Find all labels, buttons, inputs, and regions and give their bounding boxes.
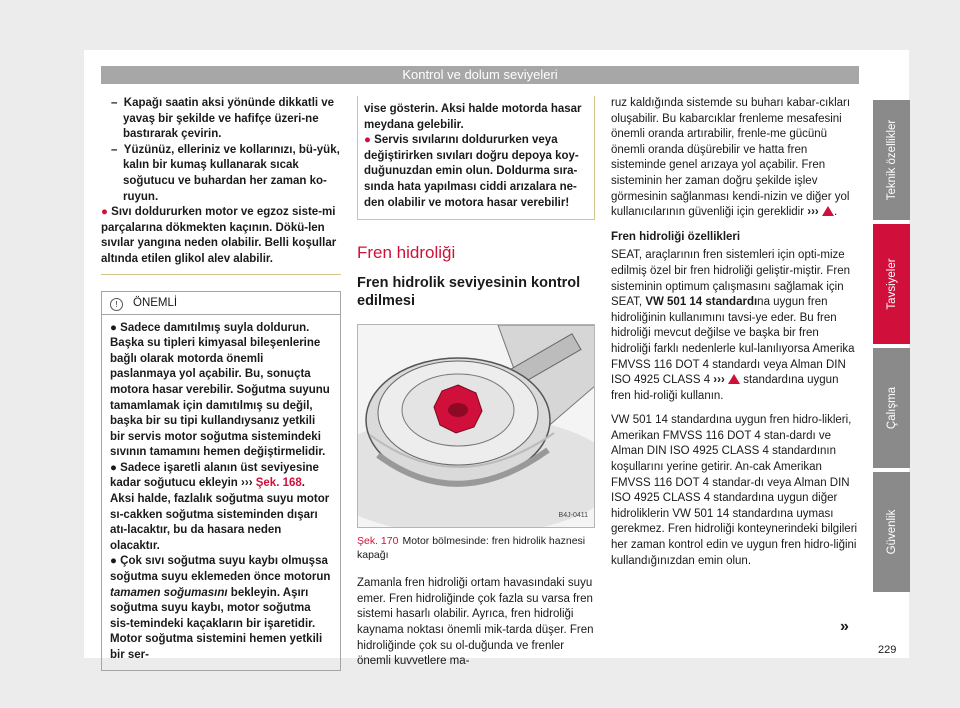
ref-arrow: ››› <box>807 206 819 219</box>
dash-text: Kapağı saatin aksi yönünde dikkatli ve yavaş bir şekilde ve hafifçe üzeri-ne bastırarak çevirin. <box>123 97 335 141</box>
brake-cap-illustration <box>358 325 595 527</box>
note-body <box>102 315 340 670</box>
body-paragraph: VW 501 14 standardına uygun fren hidro-likleri, Amerikan FMVSS 116 DOT 4 stan-dardı ve Alman DIN ISO 4925 CLASS 4 standardının koşullarını yerine getirir. An-cak Amerikan FMVSS 116 DOT 4 standar-dı veya Alman DIN ISO 4925 CLASS 4 standardına uygun diğer hidroliklerin VW 501 14 standardına uyması gerekmez. Fren hidroliği konteynerindeki bilgileri her zaman kontrol edin ve uygun fren hidro-liğini kullandığınızdan emin olun. <box>611 414 858 567</box>
tab-tavsiyeler[interactable] <box>873 224 910 344</box>
body-paragraph <box>611 96 859 221</box>
continue-mark: » <box>840 618 849 635</box>
dash-mark: – <box>111 97 124 109</box>
ref-arrow: ››› <box>241 477 253 490</box>
body-paragraph: Zamanla fren hidroliği ortam havasındaki suyu emer. Fren hidroliğinde çok fazla su varsa fren sistemi hasarlı olabilir. Ayrıca, fren hidroliği kaynama noktası önemli mik-tarda düşer. Fren hidroliğinde çok su ol-duğunda ve frenler önemli kuvvetlere ma- <box>357 577 594 668</box>
tab-calisma[interactable] <box>873 348 910 468</box>
subsection-title: Fren hidrolik seviyesinin kontrol edilmesi <box>357 275 581 310</box>
bullet-item <box>364 133 588 211</box>
column-3 <box>611 96 859 569</box>
info-icon: ! <box>110 298 123 311</box>
figure-link[interactable]: Şek. 168 <box>255 477 302 490</box>
page-header: Kontrol ve dolum seviyeleri <box>101 66 859 84</box>
note-text: bekleyin. Aşırı soğutma suyu kaybı, motor soğutma sis-temindeki kaçakların bir işaretidir. Motor soğutma sistemini hemen yetkili bir ser- <box>110 586 323 661</box>
note-item: ● Çok sıvı soğutma suyu kaybı olmuşsa soğutma suyu eklemeden önce motorun tamamen soğumasını bekleyin. Aşırı soğutma suyu kaybı, motor soğutma sis-temindeki kaçakların bir işaretidir. Motor soğutma sistemini hemen yetkili bir ser- <box>110 555 331 661</box>
column-1 <box>101 96 341 671</box>
ref-arrow: ››› <box>713 374 725 387</box>
warning-triangle-icon[interactable] <box>728 374 740 384</box>
note-title: ÖNEMLİ <box>133 296 178 309</box>
bullet-dot: ● <box>101 206 108 219</box>
paragraph-text: SEAT, araçlarının fren sistemleri için opti-mize edilmiş özel bir fren hidroliği geliştir-miştir. Fren sisteminin optimum çalışmasını sağlamak için SEAT, <box>611 249 851 309</box>
bullet-text: Servis sıvılarını doldururken veya değiştirirken sıvıları doğru depoya koy-duğunuzdan emin olun. Doldurma sıra-sında hata yapılması ciddi arızalara ne-den olabilir ve motora hasar verebilir! <box>364 134 579 209</box>
bullet-item <box>101 205 341 267</box>
figure-brake-cap <box>357 324 595 528</box>
dash-item <box>101 96 341 143</box>
paragraph-text: standardına uygun fren hid-roliği kullanın. <box>611 374 839 402</box>
paragraph-text: . <box>833 206 838 219</box>
box-divider <box>101 274 341 275</box>
note-text: Sadece damıtılmış suyla doldurun. Başka su tipleri kimyasal bileşenlerine bağlı olarak motorda önemli paslanmaya yol açabilir. Bu, sonuçta motora hasar verebilir. Soğutma suyunu tamamlamak için damıtılmış su değil, başka bir su tipi kullandıysanız yetkili bir servis motor soğutma sistemindeki sıvının tamamını hemen değiştirmelidir. <box>110 321 330 459</box>
warning-triangle-icon[interactable] <box>822 206 834 216</box>
warning-box-end <box>357 96 595 220</box>
warning-box-continued <box>101 96 341 268</box>
bullet-dot: ● <box>364 134 371 147</box>
figure-number: Şek. 170 <box>357 535 399 548</box>
note-item: ● Sadece işaretli alanın üst seviyesine kadar soğutucu ekleyin ››› Şek. 168. Aksi halde, fazlalık soğutma suyu motor sı-cakken soğutma sisteminden dışarı atı-lacaktır, bu da hasara neden olacaktır. <box>110 461 330 552</box>
note-text: . Aksi halde, fazlalık soğutma suyu motor sı-cakken soğutma sisteminden dışarı atı-lacaktır, bu da hasara neden olacaktır. <box>110 477 330 552</box>
note-text: Sadece işaretli alanın üst seviyesine kadar soğutucu ekleyin <box>110 461 319 490</box>
tab-label: Tavsiyeler <box>885 258 898 310</box>
column-2 <box>357 96 595 670</box>
dash-item <box>101 143 341 205</box>
note-box <box>101 291 341 671</box>
tab-guvenlik[interactable] <box>873 472 910 592</box>
page-number: 229 <box>878 644 897 656</box>
note-item: ● Sadece damıtılmış suyla doldurun. Başka su tipleri kimyasal bileşenlerine bağlı olarak motorda önemli paslanmaya yol açabilir. Bu, sonuçta motora hasar verebilir. Soğutma suyunu tamamlamak için damıtılmış su değil, başka bir su tipi kullandıysanız yetkili bir servis motor soğutma sistemindeki sıvının tamamını hemen değiştirmelidir. <box>110 321 330 459</box>
section-title: Fren hidroliği <box>357 243 456 263</box>
tab-label: Çalışma <box>885 386 898 430</box>
paragraph-text: na uygun fren hidroliğinin kullanımını tavsi-ye eder. Bu fren hidroliği mevcut değilse ve başka bir fren hidroliği farklı nedenlerle kul-lanılıyorsa Amerika FMVSS 116 DOT 4 standardı veya Alman DIN ISO 4925 CLASS 4 <box>611 296 855 387</box>
bullet-text: Sıvı doldururken motor ve egzoz siste-mi parçalarına dökmekten kaçının. Dökü-len sıvılar yangına neden olabilir. Belli koşullar altında etilen glikol alev alabilir. <box>101 206 337 265</box>
note-text: Çok sıvı soğutma suyu kaybı olmuşsa soğutma suyu eklemeden önce motorun <box>110 555 331 584</box>
tab-teknik-ozellikler[interactable] <box>873 100 910 220</box>
figure-caption <box>357 534 595 562</box>
dash-text: Yüzünüz, elleriniz ve kollarınızı, bü-yük, kalın bir kumaş kullanarak sıcak soğutucu ve buhardan her zaman ko-ruyun. <box>123 143 340 203</box>
warning-text: vise gösterin. Aksi halde motorda hasar meydana gelebilir. <box>364 103 582 131</box>
note-header <box>102 292 340 315</box>
note-emphasis: tamamen soğumasını <box>110 586 228 599</box>
tab-label: Güvenlik <box>885 509 898 555</box>
caption-text: Motor bölmesinde: fren hidrolik haznesi kapağı <box>357 535 586 562</box>
dash-mark: – <box>111 143 124 156</box>
paragraph-text: ruz kaldığında sistemde su buharı kabar-cıkları oluşabilir. Bu kabarcıklar frenleme mesafesini önemli oranda artırabilir, frenle-me gücünü önemli oranda düşürebilir ve hatta fren sisteminde genel arızaya yol açabilir. Fren sisteminin her zaman doğru şekilde işlev görmesinin sağlanması kendi-nizin ve diğer yol kullanıcılarının güvenliği için gereklidir <box>611 97 851 219</box>
tab-label: Teknik özellikler <box>885 119 898 201</box>
figure-id: B4J-0411 <box>558 511 588 519</box>
subheading: Fren hidroliği özellikleri <box>611 230 741 243</box>
standard-name: VW 501 14 standardı <box>645 296 758 309</box>
body-paragraph <box>611 248 859 404</box>
